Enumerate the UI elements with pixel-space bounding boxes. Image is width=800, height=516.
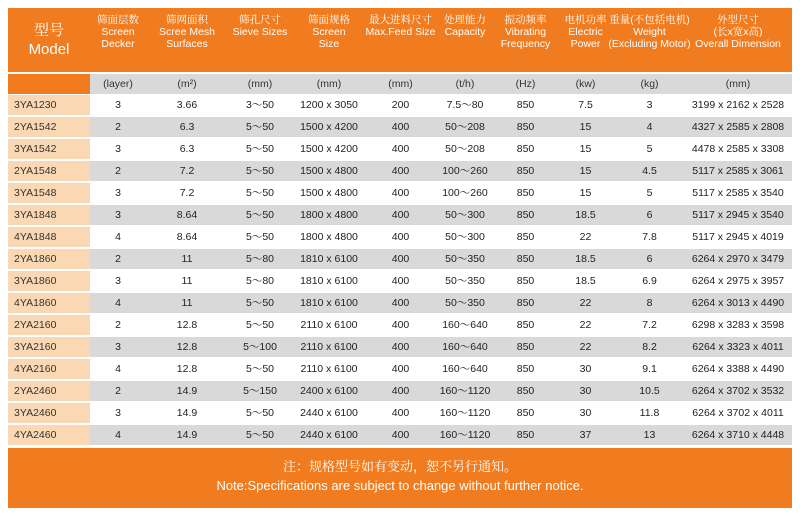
- table-cell: 3～50: [245, 99, 275, 111]
- table-cell: 5～50: [245, 231, 275, 243]
- units-row: [90, 74, 792, 94]
- header-col-en1: Max.Feed Size: [365, 26, 436, 38]
- table-cell: 12.8: [176, 341, 198, 353]
- table-cell: 6264 x 3702 x 4011: [692, 407, 784, 419]
- header-col-cn: 最大进料尺寸: [369, 14, 432, 26]
- table-cell: 5～50: [245, 297, 275, 309]
- table-cell: 2: [115, 121, 121, 133]
- table-cell: 3: [115, 99, 121, 111]
- model-cell: 4YA2460: [8, 425, 90, 445]
- table-cell: 2440 x 6100: [300, 429, 358, 441]
- unit-cell: (mm): [388, 78, 413, 90]
- header-col-6: [495, 14, 556, 68]
- table-cell: 3: [115, 209, 121, 221]
- table-cell: 22: [579, 297, 592, 309]
- table-cell: 2110 x 6100: [300, 341, 358, 353]
- header-col-en1: Screen: [312, 26, 346, 38]
- table-row: [8, 95, 792, 115]
- header-col-en2: Surfaces: [166, 38, 208, 50]
- table-row: [8, 161, 792, 181]
- table-cell: 22: [579, 231, 592, 243]
- table-cell: 400: [391, 429, 410, 441]
- table-cell: 8.2: [642, 341, 657, 353]
- header-col-cn: 筛面规格: [308, 14, 350, 26]
- table-cell: 4: [115, 231, 121, 243]
- table-cell: 50～350: [445, 297, 485, 309]
- table-cell: 6264 x 3323 x 4011: [692, 341, 784, 353]
- table-cell: 3: [115, 143, 121, 155]
- model-cell: 2YA2160: [8, 315, 90, 335]
- row-body: [90, 205, 792, 225]
- table-cell: 850: [516, 407, 535, 419]
- table-cell: 5117 x 2585 x 3540: [692, 187, 784, 199]
- header-col-en2: Size: [318, 38, 340, 50]
- table-cell: 160～640: [442, 341, 488, 353]
- row-body: [90, 227, 792, 247]
- table-cell: 50～350: [445, 253, 485, 265]
- header-model-en: Model: [28, 41, 70, 58]
- table-cell: 8.64: [176, 231, 198, 243]
- row-body: [90, 381, 792, 401]
- table-cell: 7.8: [642, 231, 657, 243]
- table-cell: 4: [115, 363, 121, 375]
- table-cell: 5: [646, 187, 653, 199]
- footer-note-cn: 注：规格型号如有变动，恕不另行通知。: [282, 459, 517, 474]
- row-body: [90, 117, 792, 137]
- row-body: [90, 315, 792, 335]
- header-col-0: [90, 14, 146, 68]
- table-cell: 850: [516, 143, 535, 155]
- model-cell: 3YA1848: [8, 205, 90, 225]
- table-row: [8, 227, 792, 247]
- table-cell: 6264 x 3702 x 3532: [691, 385, 785, 397]
- table-cell: 1500 x 4200: [300, 121, 358, 133]
- header-model-cn: 型号: [33, 22, 64, 39]
- table-cell: 2110 x 6100: [300, 363, 358, 375]
- model-cell: 2YA1860: [8, 249, 90, 269]
- table-cell: 4: [646, 121, 653, 133]
- unit-cell: (t/h): [455, 78, 475, 90]
- table-cell: 400: [391, 341, 410, 353]
- units-row-model-cell: [8, 74, 90, 94]
- unit-cell: (kw): [575, 78, 596, 90]
- header-col-en2: (Excluding Motor): [608, 38, 691, 50]
- row-body: [90, 425, 792, 445]
- table-row: [8, 315, 792, 335]
- row-body: [90, 161, 792, 181]
- table-cell: 11.8: [639, 407, 660, 419]
- table-cell: 1810 x 6100: [300, 275, 358, 287]
- table-cell: 11: [181, 275, 193, 287]
- row-body: [90, 271, 792, 291]
- table-cell: 850: [516, 319, 535, 331]
- table-cell: 3.66: [176, 99, 198, 111]
- table-cell: 5～150: [243, 385, 277, 397]
- table-cell: 400: [391, 143, 410, 155]
- table-cell: 6.3: [179, 143, 195, 155]
- table-cell: 15: [579, 121, 592, 133]
- table-cell: 400: [391, 297, 410, 309]
- header-col-en2: Decker: [101, 38, 135, 50]
- model-cell: 3YA1548: [8, 183, 90, 203]
- table-cell: 5: [646, 143, 653, 155]
- table-cell: 850: [516, 165, 535, 177]
- table-row: [8, 139, 792, 159]
- model-cell: 3YA1860: [8, 271, 90, 291]
- table-cell: 14.9: [176, 407, 198, 419]
- model-cell: 3YA1542: [8, 139, 90, 159]
- row-body: [90, 95, 792, 115]
- header-col-en1: Weight: [633, 26, 666, 38]
- header-col-en1: (长x宽x高): [713, 26, 763, 38]
- table-cell: 8.64: [176, 209, 198, 221]
- header-col-en1: Vibrating: [504, 26, 547, 38]
- table-cell: 200: [391, 99, 410, 111]
- header-model: [8, 8, 90, 72]
- header-col-en2: Power: [570, 38, 601, 50]
- table-cell: 1500 x 4200: [300, 143, 358, 155]
- table-cell: 3: [115, 407, 121, 419]
- unit-cell: (mm): [316, 78, 342, 90]
- table-cell: 14.9: [176, 385, 198, 397]
- unit-cell: (mm): [247, 78, 273, 90]
- table-cell: 4: [115, 429, 121, 441]
- table-cell: 5～50: [245, 143, 275, 155]
- table-cell: 2440 x 6100: [300, 407, 358, 419]
- table-cell: 50～208: [445, 121, 485, 133]
- table-cell: 850: [516, 209, 535, 221]
- header-col-cn: 筛网面积: [166, 14, 208, 26]
- table-cell: 6.9: [642, 275, 657, 287]
- unit-cell: (mm): [725, 78, 751, 90]
- table-cell: 5117 x 2585 x 3061: [692, 165, 784, 177]
- table-cell: 50～208: [445, 143, 485, 155]
- table-cell: 4: [115, 297, 121, 309]
- table-cell: 1800 x 4800: [300, 209, 358, 221]
- table-cell: 400: [391, 209, 410, 221]
- table-cell: 11: [181, 297, 193, 309]
- table-row: [8, 183, 792, 203]
- table-cell: 6: [646, 209, 653, 221]
- table-cell: 160～640: [442, 363, 488, 375]
- header-col-en1: Sieve Sizes: [232, 26, 288, 38]
- table-cell: 160～640: [442, 319, 488, 331]
- row-body: [90, 337, 792, 357]
- table-cell: 7.5～80: [446, 99, 484, 111]
- table-cell: 160～1120: [439, 429, 491, 441]
- table-cell: 5～50: [245, 209, 275, 221]
- model-cell: 3YA2160: [8, 337, 90, 357]
- header-col-cn: 外型尺寸: [717, 14, 759, 26]
- table-cell: 5117 x 2945 x 4019: [692, 231, 784, 243]
- table-cell: 5～50: [245, 363, 275, 375]
- table-cell: 5～100: [243, 341, 277, 353]
- header-col-cn: 处理能力: [444, 14, 486, 26]
- table-cell: 6264 x 3710 x 4448: [691, 429, 785, 441]
- table-cell: 15: [579, 143, 592, 155]
- table-cell: 1500 x 4800: [300, 187, 358, 199]
- table-cell: 850: [516, 275, 535, 287]
- header-col-en1: Screen: [101, 26, 135, 38]
- header-col-en2: Overall Dimension: [695, 38, 781, 50]
- table-cell: 850: [516, 231, 535, 243]
- table-cell: 7.2: [179, 165, 195, 177]
- table-cell: 5117 x 2945 x 3540: [692, 209, 784, 221]
- table-cell: 15: [579, 187, 592, 199]
- table-cell: 5～80: [245, 253, 275, 265]
- table-cell: 3: [115, 275, 121, 287]
- table-cell: 13: [643, 429, 656, 441]
- table-cell: 850: [516, 297, 535, 309]
- header-col-8: [608, 14, 691, 68]
- table-cell: 2: [115, 385, 121, 397]
- table-cell: 5～50: [245, 121, 275, 133]
- table-cell: 5～50: [245, 429, 275, 441]
- row-body: [90, 139, 792, 159]
- table-row: [8, 359, 792, 379]
- footer-note-en: Note:Specifications are subject to change without further notice.: [216, 478, 584, 493]
- table-cell: 850: [516, 121, 535, 133]
- table-cell: 4478 x 2585 x 3308: [691, 143, 785, 155]
- table-cell: 2: [115, 165, 121, 177]
- table-row: [8, 425, 792, 445]
- table-cell: 400: [391, 363, 410, 375]
- table-cell: 37: [579, 429, 592, 441]
- table-cell: 5～50: [245, 407, 275, 419]
- table-cell: 400: [391, 385, 410, 397]
- table-cell: 400: [391, 121, 410, 133]
- row-body: [90, 403, 792, 423]
- table-cell: 3199 x 2162 x 2528: [691, 99, 785, 111]
- table-cell: 18.5: [575, 209, 596, 221]
- table-cell: 6264 x 2970 x 3479: [691, 253, 785, 265]
- row-body: [90, 359, 792, 379]
- table-cell: 6264 x 3013 x 4490: [691, 297, 785, 309]
- table-cell: 9.1: [642, 363, 657, 375]
- header-col-9: [684, 14, 792, 68]
- table-row: [8, 381, 792, 401]
- table-row: [8, 117, 792, 137]
- table-row: [8, 293, 792, 313]
- unit-cell: (layer): [103, 78, 133, 90]
- table-cell: 22: [579, 341, 592, 353]
- header-col-cn: 筛面层数: [97, 14, 139, 26]
- table-row: [8, 249, 792, 269]
- table-cell: 6: [646, 253, 653, 265]
- table-cell: 50～300: [445, 209, 485, 221]
- table-cell: 400: [391, 407, 410, 419]
- table-cell: 5～50: [245, 165, 275, 177]
- table-row: [8, 403, 792, 423]
- table-cell: 400: [391, 275, 410, 287]
- table-cell: 160～1120: [439, 385, 491, 397]
- table-cell: 1810 x 6100: [300, 253, 358, 265]
- model-cell: 3YA1230: [8, 95, 90, 115]
- table-cell: 100～260: [442, 187, 488, 199]
- table-cell: 3: [646, 99, 653, 111]
- table-header: [8, 8, 792, 72]
- row-body: [90, 249, 792, 269]
- header-col-cn: 电机功率: [564, 14, 607, 26]
- table-cell: 6264 x 2975 x 3957: [691, 275, 785, 287]
- table-cell: 30: [579, 363, 592, 375]
- header-col-1: [146, 14, 228, 68]
- table-cell: 1500 x 4800: [300, 165, 358, 177]
- table-cell: 400: [391, 165, 410, 177]
- table-row: [8, 271, 792, 291]
- table-cell: 7.5: [578, 99, 593, 111]
- table-cell: 11: [181, 253, 193, 265]
- table-cell: 50～300: [445, 231, 485, 243]
- model-cell: 2YA1548: [8, 161, 90, 181]
- table-cell: 10.5: [639, 385, 660, 397]
- table-cell: 18.5: [575, 253, 596, 265]
- table-cell: 100～260: [442, 165, 488, 177]
- table-cell: 400: [391, 253, 410, 265]
- table-cell: 850: [516, 99, 535, 111]
- row-body: [90, 293, 792, 313]
- table-cell: 5～50: [245, 187, 275, 199]
- model-cell: 2YA2460: [8, 381, 90, 401]
- table-cell: 2: [115, 253, 121, 265]
- table-cell: 12.8: [176, 319, 198, 331]
- unit-cell: (kg): [640, 78, 659, 90]
- header-col-7: [556, 14, 615, 68]
- header-col-en1: Scree Mesh: [158, 26, 216, 38]
- header-col-cn: 筛孔尺寸: [239, 14, 281, 26]
- table-cell: 3: [115, 341, 121, 353]
- row-body: [90, 183, 792, 203]
- table-cell: 400: [391, 187, 410, 199]
- table-cell: 22: [579, 319, 592, 331]
- table-row: [8, 337, 792, 357]
- table-cell: 3: [115, 187, 121, 199]
- table-cell: 30: [579, 385, 592, 397]
- header-col-5: [435, 14, 495, 68]
- header-col-en1: Capacity: [444, 26, 486, 38]
- table-cell: 4327 x 2585 x 2808: [691, 121, 785, 133]
- table-cell: 7.2: [179, 187, 195, 199]
- header-col-4: [366, 14, 435, 68]
- table-cell: 50～350: [445, 275, 485, 287]
- table-cell: 850: [516, 187, 535, 199]
- table-cell: 400: [391, 231, 410, 243]
- table-cell: 6.3: [179, 121, 195, 133]
- unit-cell: (m²): [177, 78, 197, 90]
- table-cell: 160～1120: [439, 407, 491, 419]
- table-cell: 18.5: [575, 275, 596, 287]
- table-cell: 850: [516, 341, 535, 353]
- table-cell: 400: [391, 319, 410, 331]
- table-cell: 7.2: [642, 319, 657, 331]
- header-col-cn: 振动频率: [504, 14, 547, 26]
- table-cell: 850: [516, 253, 535, 265]
- table-cell: 14.9: [176, 429, 198, 441]
- header-col-2: [228, 14, 292, 68]
- header-col-en2: Frequency: [500, 38, 551, 50]
- table-cell: 4.5: [642, 165, 657, 177]
- model-cell: 3YA2460: [8, 403, 90, 423]
- table-cell: 1800 x 4800: [300, 231, 358, 243]
- table-cell: 1810 x 6100: [300, 297, 358, 309]
- table-cell: 5～80: [245, 275, 275, 287]
- table-cell: 6264 x 3388 x 4490: [691, 363, 785, 375]
- header-col-en1: Electric: [568, 26, 603, 38]
- model-cell: 4YA1848: [8, 227, 90, 247]
- table-cell: 850: [516, 385, 535, 397]
- footer-note: [8, 448, 792, 508]
- table-cell: 2110 x 6100: [300, 319, 358, 331]
- model-cell: 4YA1860: [8, 293, 90, 313]
- header-col-cn: 重量(不包括电机): [609, 14, 690, 26]
- model-cell: 4YA2160: [8, 359, 90, 379]
- unit-cell: (Hz): [515, 78, 536, 90]
- table-row: [8, 205, 792, 225]
- table-cell: 12.8: [176, 363, 198, 375]
- header-col-3: [292, 14, 366, 68]
- table-cell: 6298 x 3283 x 3598: [691, 319, 785, 331]
- table-cell: 850: [516, 363, 535, 375]
- table-cell: 15: [579, 165, 592, 177]
- table-cell: 30: [579, 407, 592, 419]
- table-cell: 1200 x 3050: [300, 99, 358, 111]
- table-cell: 8: [646, 297, 653, 309]
- model-cell: 2YA1542: [8, 117, 90, 137]
- table-cell: 850: [516, 429, 535, 441]
- table-cell: 5～50: [245, 319, 275, 331]
- table-cell: 2400 x 6100: [300, 385, 358, 397]
- table-cell: 2: [115, 319, 121, 331]
